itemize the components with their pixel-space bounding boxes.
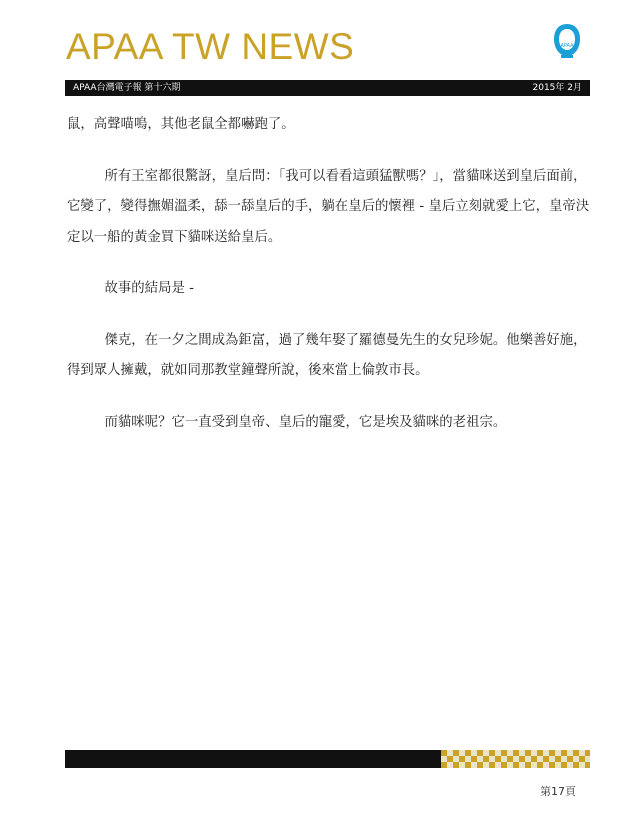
paragraph: 故事的結局是 - <box>104 281 194 296</box>
checker-pattern <box>441 750 590 768</box>
paragraph: 鼠，高聲喵嗚，其他老鼠全都嚇跑了。 <box>67 117 295 132</box>
page-number: 第17頁 <box>540 785 576 798</box>
apaa-logo-icon <box>552 22 582 60</box>
issue-label: APAA台灣電子報 第十六期 <box>73 83 181 93</box>
article-body <box>67 110 590 459</box>
logo-text: APAA <box>560 43 574 49</box>
paragraph: 傑克，在一夕之間成為鉅富，過了幾年娶了羅德曼先生的女兒珍妮。他樂善好施，得到眾人擁戴，就如同那教堂鐘聲所說，後來當上倫敦市長。 <box>67 332 587 378</box>
masthead-title: APAA TW NEWS <box>66 26 355 67</box>
paragraph: 而貓咪呢？它一直受到皇帝、皇后的寵愛，它是埃及貓咪的老祖宗。 <box>104 414 507 430</box>
paragraph: 所有王室都很驚訝，皇后問：「我可以看看這頭猛獸嗎？」，當貓咪送到皇后面前，它變了，變得撫媚溫柔，舔一舔皇后的手，躺在皇后的懷裡 - 皇后立刻就愛上它，皇帝決定以一船的黃金買下貓咪送給皇后。 <box>67 168 590 245</box>
footer-bar <box>65 750 441 768</box>
header-bar <box>65 80 590 96</box>
issue-date: 2015年 2月 <box>532 83 582 93</box>
